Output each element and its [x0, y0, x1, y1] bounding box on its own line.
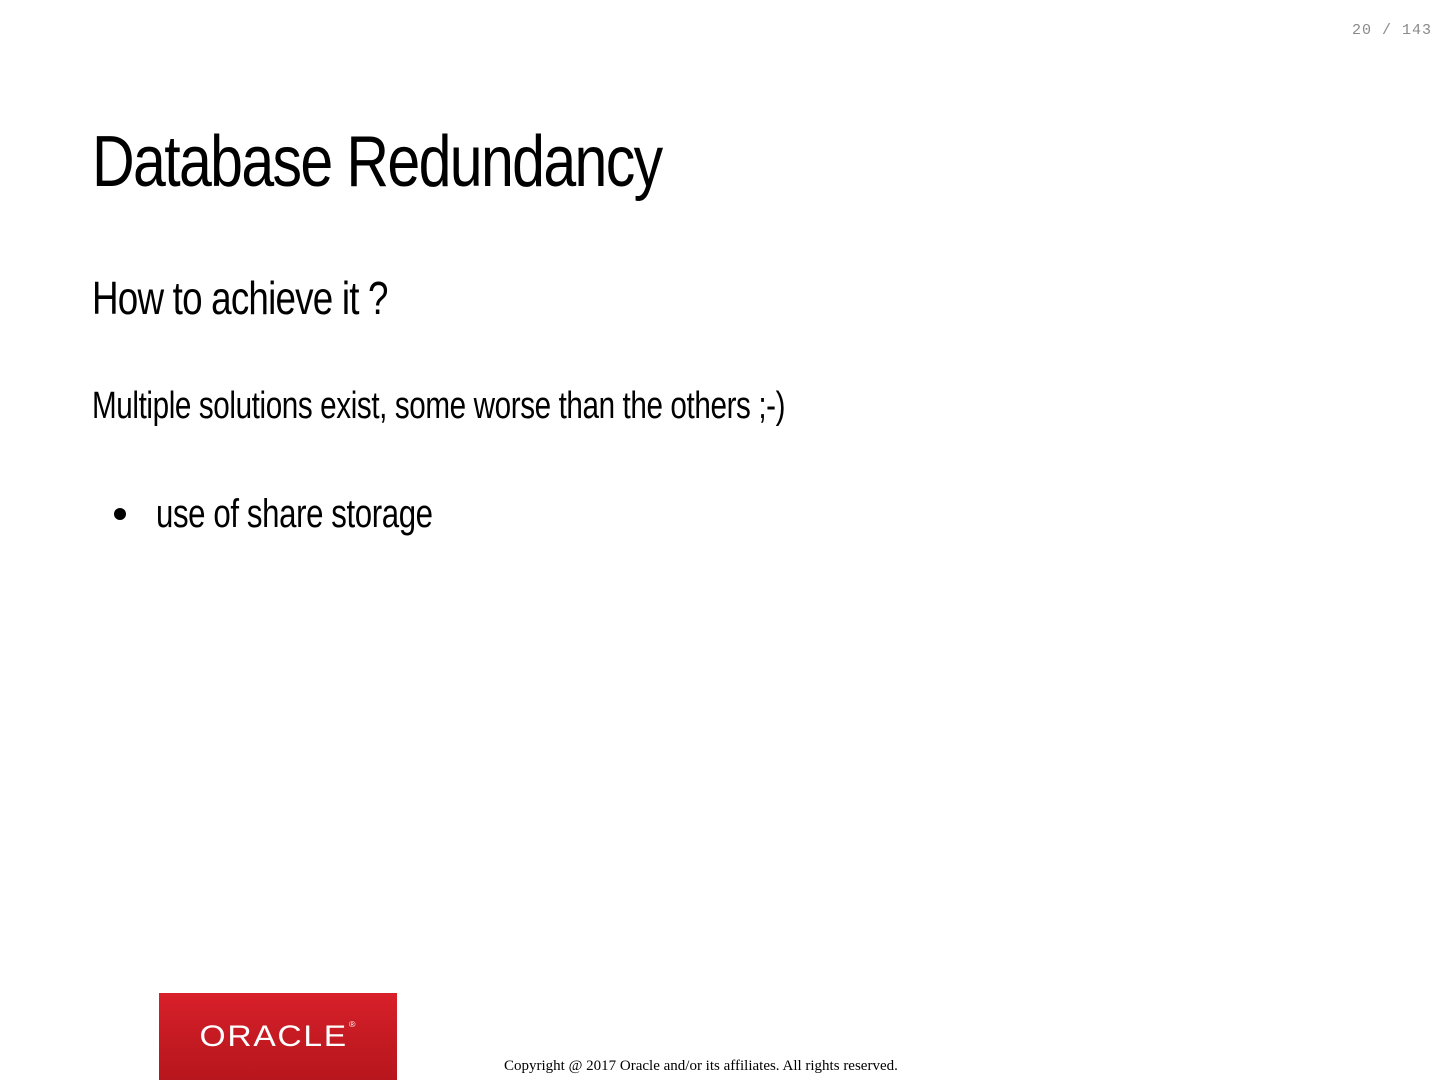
slide-title: Database Redundancy	[92, 122, 662, 202]
page-counter: 20 / 143	[1351, 22, 1432, 39]
copyright-notice: Copyright @ 2017 Oracle and/or its affiliates. All rights reserved.	[504, 1058, 898, 1074]
bullet-list	[114, 486, 511, 542]
slide-subtitle: How to achieve it ?	[92, 272, 388, 324]
oracle-logo	[159, 993, 397, 1080]
registered-mark-icon: ®	[348, 1019, 357, 1029]
oracle-logo-wordmark: ORACLE®	[199, 1019, 357, 1053]
list-item	[114, 486, 511, 542]
bullet-dot-icon	[114, 508, 126, 520]
slide-paragraph: Multiple solutions exist, some worse than the others ;-)	[92, 385, 786, 427]
bullet-text: use of share storage	[156, 492, 433, 536]
